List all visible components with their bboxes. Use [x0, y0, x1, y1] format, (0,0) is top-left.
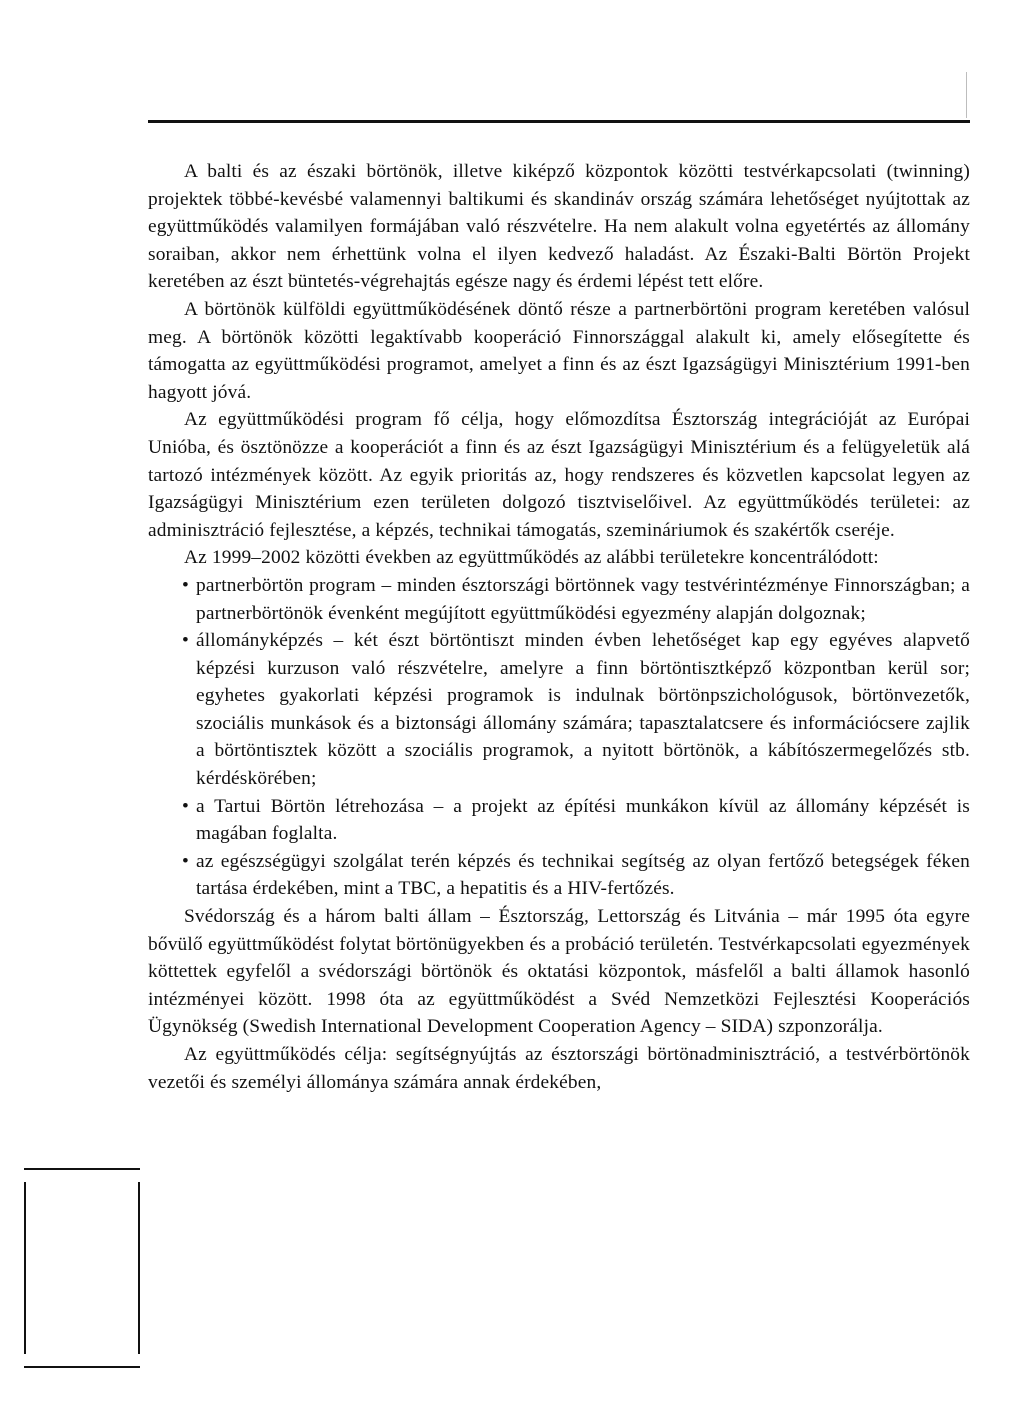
bullet-icon: •: [182, 630, 189, 652]
bullet-icon: •: [182, 850, 189, 872]
list-item: • a Tartui Börtön létrehozása – a projekt az építési munkákon kívül az állomány képzését is magában foglalta.: [148, 793, 970, 848]
margin-box-left-edge: [24, 1182, 26, 1354]
margin-box-frame: [24, 1168, 140, 1368]
body-text: [148, 158, 970, 1096]
margin-box-right-edge: [138, 1182, 140, 1354]
list-item: • az egészségügyi szolgálat terén képzés és technikai segítség az olyan fertőző betegségek féken tartása érdekében, mint a TBC, a hepatitis és a HIV-fertőzés.: [148, 848, 970, 903]
paragraph-5: Svédország és a három balti állam – Észtország, Lettország és Litvánia – már 1995 óta egyre bővülő együttműködést folytat börtönügyekben és a probáció területén. Testvérkapcsolati egyezmények köttettek egyfelől a svédországi börtönök és oktatási központok, másfelől a balti államok hasonló intézményei között. 1998 óta az együttműködést a Svéd Nemzetközi Fejlesztési Kooperációs Ügynökség (Swedish International Development Cooperation Agency – SIDA) szponzorálja.: [148, 906, 970, 1038]
header-rule: [148, 120, 970, 123]
scan-artifact-line: [966, 72, 967, 118]
paragraph-1: A balti és az északi börtönök, illetve kiképző központok közötti testvérkapcsolati (twinning) projektek többé-kevésbé valamennyi baltikumi és skandináv ország számára lehetőséget nyújtottak az együttműködés valamilyen formájában való részvételre. Ha nem alakult volna egyetértés az állomány soraiban, akkor nem érhettünk volna el ilyen kedvező haladást. Az Északi-Balti Börtön Projekt keretében az észt büntetés-végrehajtás egésze nagy és érdemi lépést tett előre.: [148, 161, 970, 293]
paragraph-2: A börtönök külföldi együttműködésének döntő része a partnerbörtöni program keretében valósul meg. A börtönök közötti legaktívabb kooperáció Finnországgal alakult ki, amely elősegítette és támogatta az együttműködési programot, amelyet a finn és az észt Igazságügyi Minisztérium 1991-ben hagyott jóvá.: [148, 298, 970, 403]
bullet-icon: •: [182, 795, 189, 817]
paragraph-3: Az együttműködési program fő célja, hogy előmozdítsa Észtország integrációját az Európai Unióba, és ösztönözze a kooperációt a finn és az észt Igazságügyi Minisztérium és a felügyeletük alá tartozó intézmények között. Az egyik prioritás az, hogy rendszeres és közvetlen kapcsolat legyen az Igazságügyi Minisztérium ezen területen dolgozó tisztviselőivel. Az együttműködés területei: az adminisztráció fejlesztése, a képzés, technikai támogatás, szemináriumok és szakértők cseréje.: [148, 409, 970, 541]
list-item: • partnerbörtön program – minden észtországi börtönnek vagy testvérintézménye Finnországban; a partnerbörtönök évenként megújított együttműködési egyezmény alapján dolgoznak;: [148, 572, 970, 627]
list-item: • állományképzés – két észt börtöntiszt minden évben lehetőséget kap egy egyéves alapvető képzési kurzuson való részvételre, amelyre a finn börtöntisztképző központban kerül sor; egyhetes gyakorlati képzési programok is indulnak börtönpszichológusok, börtönvezetők, szociális munkások és a biztonsági állomány számára; tapasztalatcsere és információcsere zajlik a börtöntisztek között a szociális programok, a nyitott börtönök, a kábítószermegelőzés stb. kérdéskörében;: [148, 627, 970, 793]
focus-areas-list: [148, 572, 970, 903]
paragraph-4: Az 1999–2002 közötti években az együttműködés az alábbi területekre koncentrálódott:: [184, 547, 879, 569]
bullet-icon: •: [182, 574, 189, 596]
paragraph-6: Az együttműködés célja: segítségnyújtás az észtországi börtönadminisztráció, a testvérbörtönök vezetői és személyi állománya számára annak érdekében,: [148, 1044, 970, 1093]
